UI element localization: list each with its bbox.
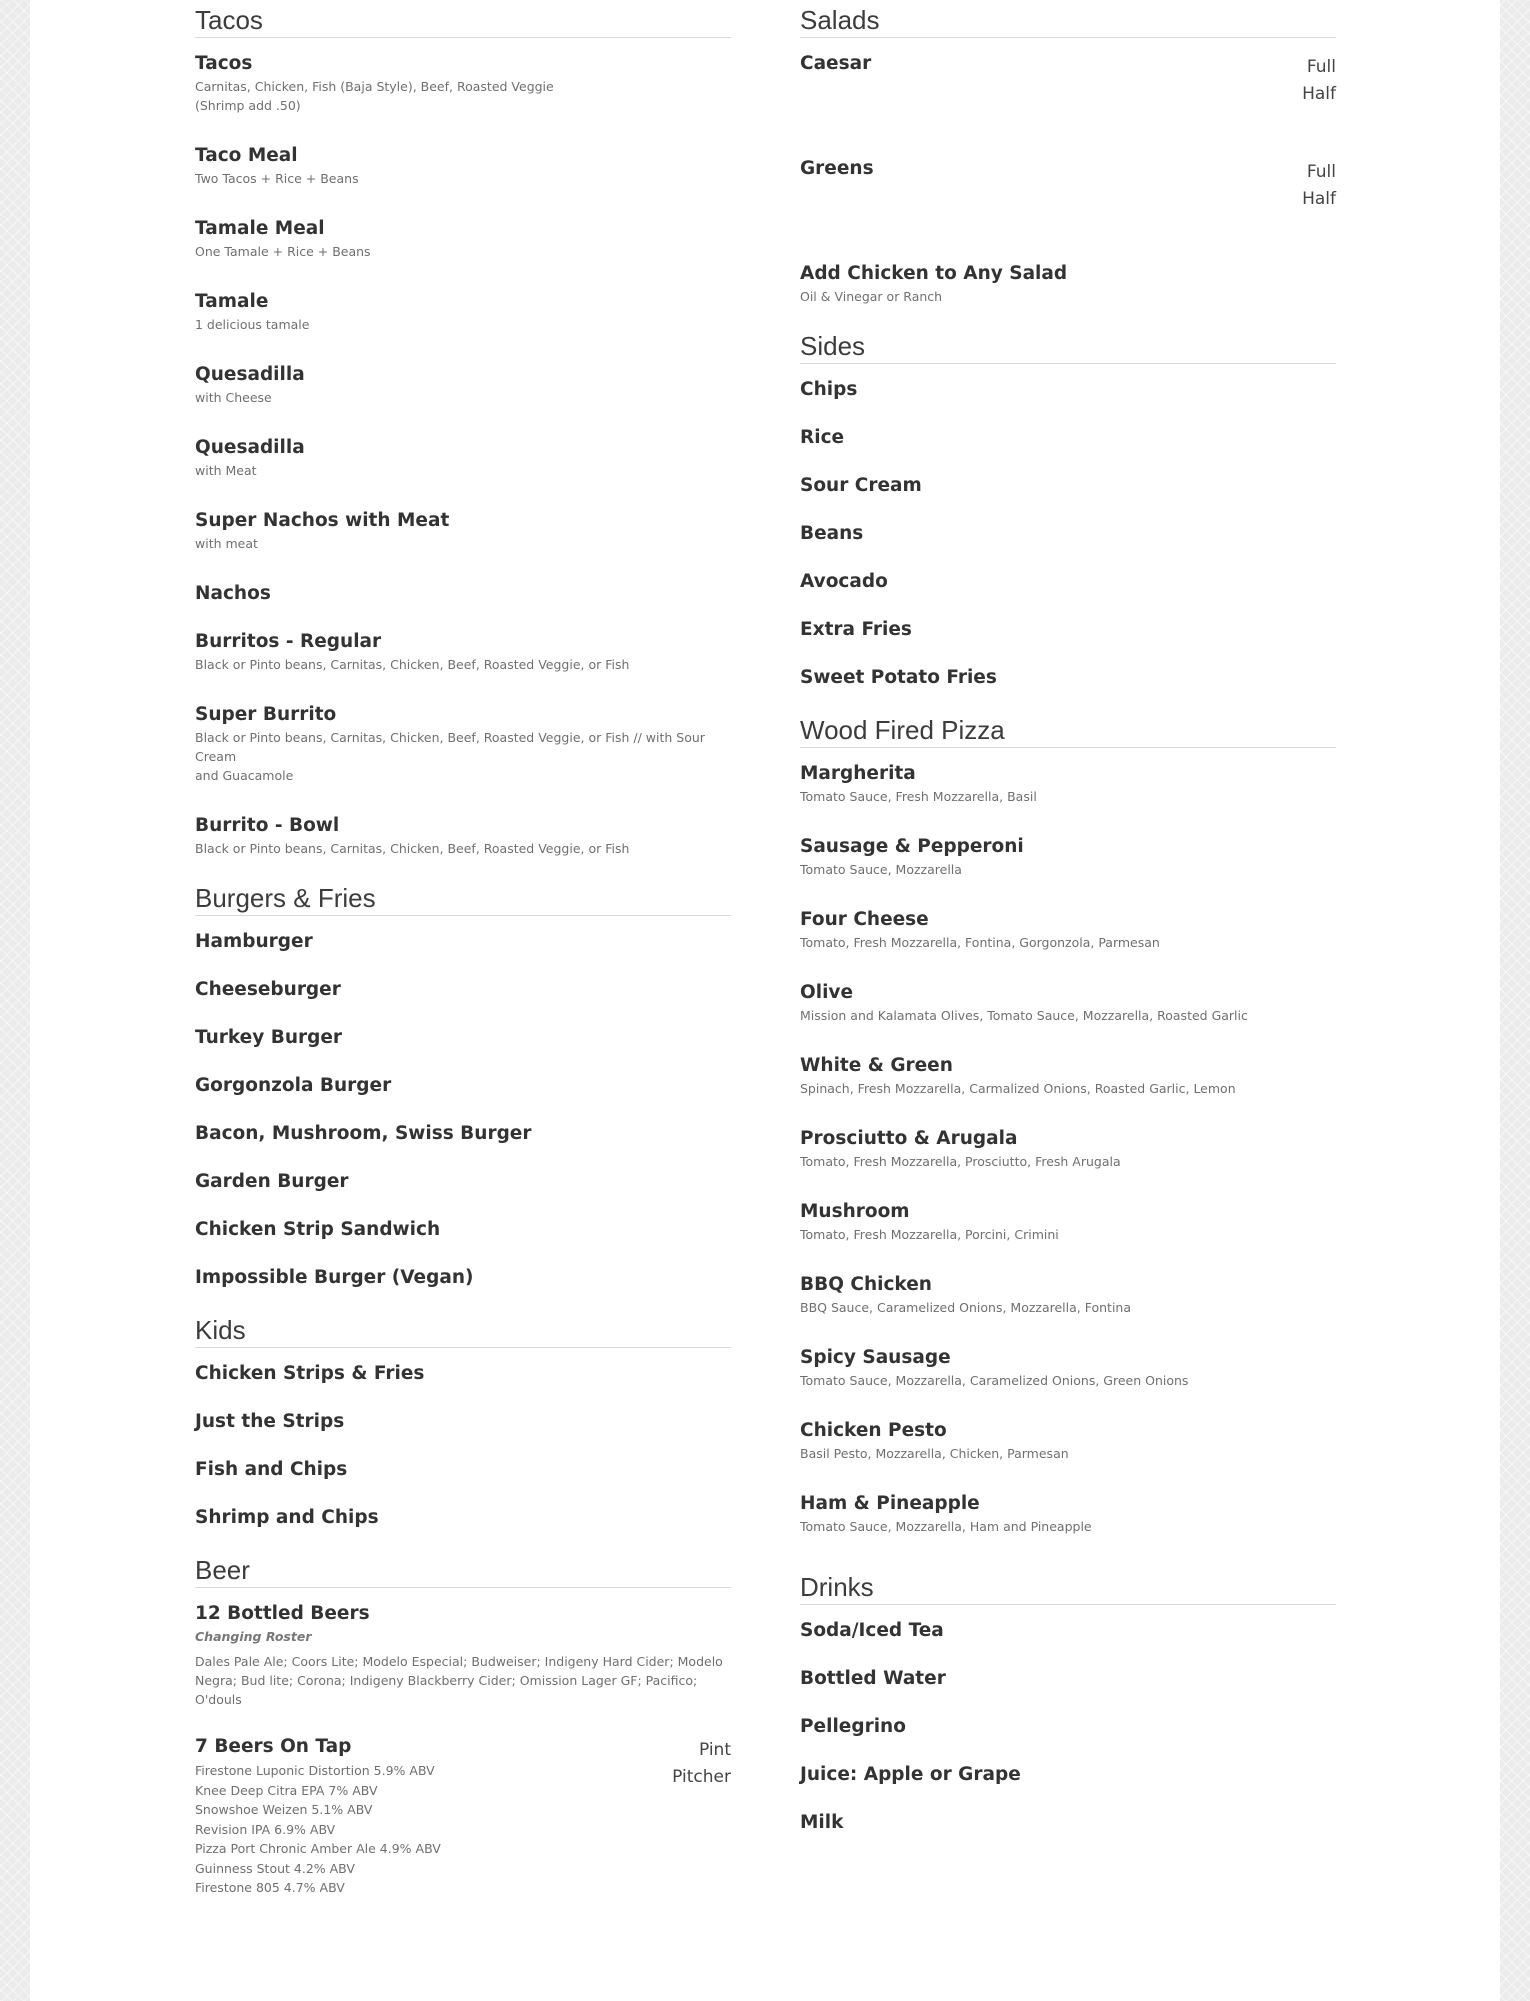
item-name: Just the Strips xyxy=(195,1411,345,1432)
item-name: Bacon, Mushroom, Swiss Burger xyxy=(195,1123,532,1144)
item-subtitle: Changing Roster xyxy=(195,1629,312,1644)
item-desc: (Shrimp add .50) xyxy=(195,98,301,113)
item-name: Fish and Chips xyxy=(195,1459,348,1480)
menu-item xyxy=(800,908,1336,952)
section-salads xyxy=(800,0,1336,306)
item-desc: with meat xyxy=(195,536,258,551)
menu-item xyxy=(800,835,1336,879)
item-name: Pellegrino xyxy=(800,1716,906,1737)
menu-item xyxy=(195,363,731,407)
item-name: Extra Fries xyxy=(800,619,912,640)
item-name: Olive xyxy=(800,982,854,1003)
item-name: BBQ Chicken xyxy=(800,1274,932,1295)
section-title: Salads xyxy=(800,0,1336,38)
item-desc: Black or Pinto beans, Carnitas, Chicken, Beef, Roasted Veggie, or Fish // with Sour Cream xyxy=(195,730,705,764)
price-label: Half xyxy=(1302,189,1336,209)
item-name: Caesar xyxy=(800,53,872,74)
section-beer xyxy=(195,1550,731,1898)
menu-item xyxy=(800,981,1336,1025)
menu-item xyxy=(800,1763,1336,1787)
item-name: Soda/Iced Tea xyxy=(800,1620,944,1641)
item-name: Burrito - Bowl xyxy=(195,815,340,836)
item-desc: with Cheese xyxy=(195,390,272,405)
list-item: Guinness Stout 4.2% ABV xyxy=(195,1860,355,1876)
section-title: Drinks xyxy=(800,1567,1336,1605)
item-desc: Tomato, Fresh Mozzarella, Porcini, Crimini xyxy=(800,1227,1059,1242)
menu-item xyxy=(800,1715,1336,1739)
item-name: Nachos xyxy=(195,583,271,604)
menu-item xyxy=(800,474,1336,498)
price-label: Full xyxy=(1306,57,1336,77)
price-label: Full xyxy=(1306,162,1336,182)
menu-item xyxy=(800,1492,1336,1536)
section-pizza xyxy=(800,710,1336,1536)
menu-item xyxy=(195,1026,731,1050)
item-name: Cheeseburger xyxy=(195,979,341,1000)
menu-item xyxy=(800,1346,1336,1390)
item-name: Hamburger xyxy=(195,931,313,952)
menu-item xyxy=(195,436,731,480)
item-desc: One Tamale + Rice + Beans xyxy=(195,244,371,259)
menu-item xyxy=(195,1170,731,1194)
item-name: Gorgonzola Burger xyxy=(195,1075,392,1096)
item-name: White & Green xyxy=(800,1055,953,1076)
item-name: Greens xyxy=(800,158,874,179)
menu-page xyxy=(30,0,1500,2001)
item-name: Taco Meal xyxy=(195,145,298,166)
menu-item xyxy=(800,1273,1336,1317)
item-name: Turkey Burger xyxy=(195,1027,343,1048)
section-burgers xyxy=(195,878,731,1290)
list-item: Firestone 805 4.7% ABV xyxy=(195,1880,345,1895)
menu-item xyxy=(800,570,1336,594)
item-prices xyxy=(672,1737,731,1791)
menu-item xyxy=(195,1735,731,1898)
menu-item xyxy=(195,1122,731,1146)
item-name: Avocado xyxy=(800,571,888,592)
item-desc: with Meat xyxy=(195,463,257,478)
item-name: Burritos - Regular xyxy=(195,631,382,652)
menu-item xyxy=(195,1602,731,1709)
menu-item xyxy=(195,52,731,115)
item-name: Bottled Water xyxy=(800,1668,946,1689)
menu-item xyxy=(800,1054,1336,1098)
item-name: Prosciutto & Arugala xyxy=(800,1128,1018,1149)
item-name: Super Burrito xyxy=(195,704,337,725)
item-name: Milk xyxy=(800,1812,844,1833)
item-desc: Two Tacos + Rice + Beans xyxy=(195,171,359,186)
menu-item xyxy=(195,582,731,606)
list-item: Pizza Port Chronic Amber Ale 4.9% ABV xyxy=(195,1841,441,1856)
item-desc: Dales Pale Ale; Coors Lite; Modelo Especial; Budweiser; Indigeny Hard Cider; Modelo xyxy=(195,1654,723,1669)
menu-item xyxy=(800,522,1336,546)
section-tacos xyxy=(195,0,731,858)
price-label: Pitcher xyxy=(672,1767,731,1787)
item-name: Chicken Pesto xyxy=(800,1420,947,1441)
item-desc: and Guacamole xyxy=(195,768,294,783)
item-name: Mushroom xyxy=(800,1201,910,1222)
item-prices xyxy=(1302,54,1336,108)
menu-item xyxy=(800,426,1336,450)
item-name: Sausage & Pepperoni xyxy=(800,836,1024,857)
menu-item xyxy=(195,1362,731,1386)
menu-item xyxy=(195,1410,731,1434)
item-desc: Basil Pesto, Mozzarella, Chicken, Parmesan xyxy=(800,1446,1069,1461)
item-name: Chips xyxy=(800,379,858,400)
item-desc: Tomato Sauce, Mozzarella, Ham and Pineapple xyxy=(800,1519,1092,1534)
menu-item xyxy=(800,1419,1336,1463)
beer-list xyxy=(195,1761,731,1898)
menu-item xyxy=(800,262,1336,306)
item-name: Sweet Potato Fries xyxy=(800,667,997,688)
item-desc: Black or Pinto beans, Carnitas, Chicken, Beef, Roasted Veggie, or Fish xyxy=(195,657,630,672)
item-name: Quesadilla xyxy=(195,437,305,458)
item-name: Rice xyxy=(800,427,845,448)
item-name: Shrimp and Chips xyxy=(195,1507,379,1528)
price-label: Pint xyxy=(698,1740,731,1760)
item-name: Beans xyxy=(800,523,864,544)
item-name: Quesadilla xyxy=(195,364,305,385)
menu-item xyxy=(800,1127,1336,1171)
item-name: Chicken Strip Sandwich xyxy=(195,1219,441,1240)
item-desc: Mission and Kalamata Olives, Tomato Sauce, Mozzarella, Roasted Garlic xyxy=(800,1008,1248,1023)
menu-item xyxy=(195,930,731,954)
item-desc: Carnitas, Chicken, Fish (Baja Style), Beef, Roasted Veggie xyxy=(195,79,554,94)
section-sides xyxy=(800,326,1336,690)
item-name: Juice: Apple or Grape xyxy=(800,1764,1021,1785)
item-name: Garden Burger xyxy=(195,1171,349,1192)
section-title: Tacos xyxy=(195,0,731,38)
item-name: Super Nachos with Meat xyxy=(195,510,450,531)
menu-column-right xyxy=(800,0,1336,1859)
item-desc: BBQ Sauce, Caramelized Onions, Mozzarella, Fontina xyxy=(800,1300,1132,1315)
section-kids xyxy=(195,1310,731,1530)
menu-column-left xyxy=(195,0,731,1927)
menu-item xyxy=(800,1667,1336,1691)
menu-item xyxy=(195,630,731,674)
section-title: Beer xyxy=(195,1550,731,1588)
item-desc: Tomato, Fresh Mozzarella, Fontina, Gorgonzola, Parmesan xyxy=(800,935,1160,950)
menu-item xyxy=(800,666,1336,690)
item-desc: Negra; Bud lite; Corona; Indigeny Blackberry Cider; Omission Lager GF; Pacifico; O'douls xyxy=(195,1673,698,1707)
menu-item xyxy=(800,1811,1336,1835)
item-desc: 1 delicious tamale xyxy=(195,317,310,332)
price-label: Half xyxy=(1302,84,1336,104)
item-name: Tamale xyxy=(195,291,269,312)
menu-item xyxy=(800,52,1336,128)
item-desc: Tomato Sauce, Mozzarella, Caramelized Onions, Green Onions xyxy=(800,1373,1189,1388)
item-name: 7 Beers On Tap xyxy=(195,1736,352,1757)
menu-item xyxy=(195,1074,731,1098)
menu-item xyxy=(195,1266,731,1290)
list-item: Knee Deep Citra EPA 7% ABV xyxy=(195,1782,378,1798)
list-item: Snowshoe Weizen 5.1% ABV xyxy=(195,1802,373,1817)
item-name: Chicken Strips & Fries xyxy=(195,1363,425,1384)
item-desc: Tomato Sauce, Fresh Mozzarella, Basil xyxy=(800,789,1037,804)
menu-item xyxy=(800,1200,1336,1244)
item-name: Four Cheese xyxy=(800,909,929,930)
list-item: Revision IPA 6.9% ABV xyxy=(195,1821,336,1837)
item-name: Margherita xyxy=(800,763,916,784)
item-name: Impossible Burger (Vegan) xyxy=(195,1267,474,1288)
list-item: Firestone Luponic Distortion 5.9% ABV xyxy=(195,1763,435,1778)
item-name: Tacos xyxy=(195,53,253,74)
menu-item xyxy=(195,217,731,261)
menu-item xyxy=(800,762,1336,806)
menu-item xyxy=(195,144,731,188)
menu-item xyxy=(195,1506,731,1530)
item-desc: Black or Pinto beans, Carnitas, Chicken, Beef, Roasted Veggie, or Fish xyxy=(195,841,630,856)
section-title: Kids xyxy=(195,1310,731,1348)
section-title: Burgers & Fries xyxy=(195,878,731,916)
menu-item xyxy=(195,509,731,553)
menu-item xyxy=(195,1218,731,1242)
menu-item xyxy=(800,378,1336,402)
item-desc: Oil & Vinegar or Ranch xyxy=(800,289,943,304)
item-name: Ham & Pineapple xyxy=(800,1493,980,1514)
section-title: Sides xyxy=(800,326,1336,364)
menu-item xyxy=(800,1619,1336,1643)
item-name: Tamale Meal xyxy=(195,218,325,239)
menu-item xyxy=(195,290,731,334)
item-desc: Tomato, Fresh Mozzarella, Prosciutto, Fresh Arugala xyxy=(800,1154,1121,1169)
section-drinks xyxy=(800,1567,1336,1835)
item-name: Sour Cream xyxy=(800,475,922,496)
item-desc: Tomato Sauce, Mozzarella xyxy=(800,862,962,877)
menu-item xyxy=(195,703,731,785)
menu-item xyxy=(800,157,1336,233)
menu-item xyxy=(800,618,1336,642)
menu-item xyxy=(195,814,731,858)
item-desc: Spinach, Fresh Mozzarella, Carmalized Onions, Roasted Garlic, Lemon xyxy=(800,1081,1236,1096)
item-name: 12 Bottled Beers xyxy=(195,1603,370,1624)
item-name: Add Chicken to Any Salad xyxy=(800,263,1068,284)
section-title: Wood Fired Pizza xyxy=(800,710,1336,748)
item-name: Spicy Sausage xyxy=(800,1347,951,1368)
menu-item xyxy=(195,1458,731,1482)
menu-item xyxy=(195,978,731,1002)
item-prices xyxy=(1302,159,1336,213)
